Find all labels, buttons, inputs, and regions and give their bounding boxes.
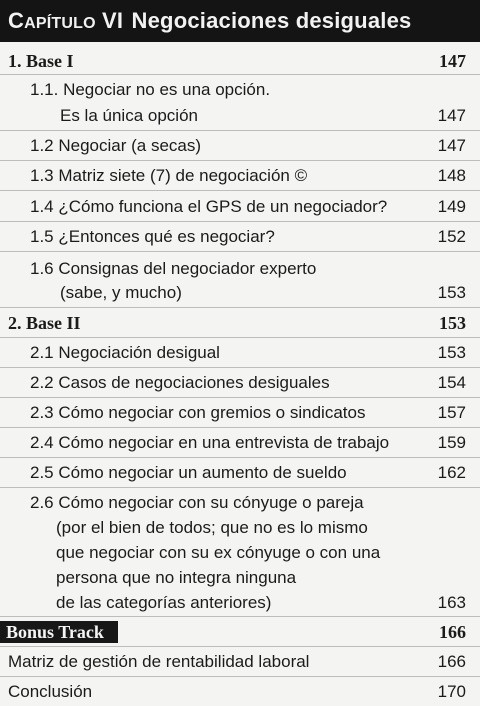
toc-page: 153 [437, 343, 466, 362]
divider [0, 427, 480, 428]
toc-page: 147 [437, 136, 466, 155]
toc-label-line5: de las categorías anteriores) [56, 593, 272, 612]
toc-page: 153 [437, 283, 466, 302]
toc-label-line4: persona que no integra ninguna [56, 568, 297, 587]
toc-page: 148 [437, 166, 466, 185]
toc-page: 163 [437, 593, 466, 612]
toc-label-line3: que negociar con su ex cónyuge o con una [56, 543, 381, 562]
toc-label: 1.2 Negociar (a secas) [30, 136, 202, 155]
toc-page: 166 [439, 622, 466, 642]
chapter-header [0, 0, 480, 42]
toc-page: 152 [437, 227, 466, 246]
toc-label-line1: 2.6 Cómo negociar con su cónyuge o pareja [30, 493, 364, 512]
divider [0, 160, 480, 161]
divider [0, 367, 480, 368]
toc-label-line2: (por el bien de todos; que no es lo mismo [56, 518, 368, 537]
divider [0, 251, 480, 252]
divider [0, 74, 480, 75]
toc-label: 2.3 Cómo negociar con gremios o sindicatos [30, 403, 366, 422]
toc-page: 166 [437, 652, 466, 671]
toc-page: 170 [437, 682, 466, 701]
toc-label-line2: Es la única opción [60, 106, 198, 125]
toc-label: 2.5 Cómo negociar un aumento de sueldo [30, 463, 347, 482]
toc-label: 1. Base I [8, 51, 74, 71]
divider [0, 337, 480, 338]
chapter-prefix-rest: APÍTULO [24, 15, 96, 32]
chapter-number: VI [102, 8, 124, 33]
chapter-prefix-initial: C [8, 8, 25, 33]
toc-page: 159 [437, 433, 466, 452]
toc-label: 2.1 Negociación desigual [30, 343, 220, 362]
toc-label: 2. Base II [8, 313, 81, 333]
toc-label-line1: 1.1. Negociar no es una opción. [30, 80, 271, 99]
toc-label: 1.3 Matriz siete (7) de negociación © [30, 166, 308, 185]
toc-label-line2: (sabe, y mucho) [60, 283, 182, 302]
toc-label: 2.4 Cómo negociar en una entrevista de trabajo [30, 433, 390, 452]
toc-page: 154 [437, 373, 466, 392]
toc-page: 157 [437, 403, 466, 422]
chapter-title [8, 8, 411, 34]
toc-label: Matriz de gestión de rentabilidad laboral [8, 652, 310, 671]
divider [0, 221, 480, 222]
chapter-name: Negociaciones desiguales [131, 8, 412, 33]
toc-page: 147 [437, 106, 466, 125]
divider [0, 307, 480, 308]
toc-page: 149 [437, 197, 466, 216]
toc-label: 2.2 Casos de negociaciones desiguales [30, 373, 330, 392]
toc-label: 1.5 ¿Entonces qué es negociar? [30, 227, 275, 246]
toc-label: Conclusión [8, 682, 93, 701]
divider [0, 130, 480, 131]
divider [0, 616, 480, 617]
toc-label: Bonus Track [6, 622, 104, 642]
toc-label: 1.4 ¿Cómo funciona el GPS de un negociador? [30, 197, 388, 216]
toc-label-line1: 1.6 Consignas del negociador experto [30, 259, 317, 278]
divider [0, 646, 480, 647]
toc-page: 162 [437, 463, 466, 482]
divider [0, 487, 480, 488]
toc-page: 147 [439, 51, 466, 71]
divider [0, 190, 480, 191]
toc-section-bonus[interactable] [0, 621, 480, 643]
divider [0, 397, 480, 398]
toc-page: 153 [439, 313, 466, 333]
divider [0, 676, 480, 677]
divider [0, 457, 480, 458]
